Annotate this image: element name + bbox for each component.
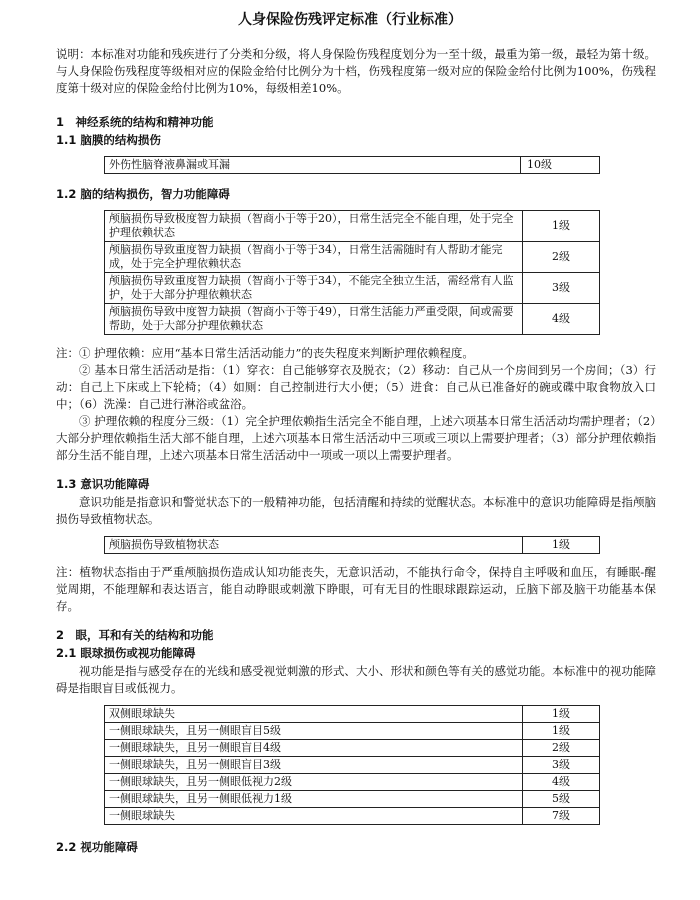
table-cell-grade: 5级 [523, 791, 600, 808]
table-row [105, 808, 600, 825]
table-row [105, 211, 600, 242]
table-2-1 [104, 705, 600, 825]
table-cell-grade: 3级 [523, 273, 600, 304]
note-1-2-a: 注：① 护理依赖：应用“基本日常生活活动能力”的丧失程度来判断护理依赖程度。 [56, 346, 474, 360]
table-1-3 [104, 536, 600, 554]
table-cell-desc: 颅脑损伤导致中度智力缺损（智商小于等于49），日常生活能力严重受限，间或需要帮助，处于大部分护理依赖状态 [105, 304, 523, 335]
table-row [105, 774, 600, 791]
table-cell-grade: 2级 [523, 740, 600, 757]
section-2-2-heading: 2.2 视功能障碍 [56, 840, 138, 854]
table-cell-desc: 一侧眼球缺失，且另一侧眼盲目4级 [105, 740, 523, 757]
table-row [105, 757, 600, 774]
table-cell-grade: 1级 [523, 211, 600, 242]
table-row [105, 791, 600, 808]
table-row [105, 273, 600, 304]
table-cell-desc: 一侧眼球缺失，且另一侧眼低视力1级 [105, 791, 523, 808]
section-1-2-heading: 1.2 脑的结构损伤，智力功能障碍 [56, 187, 230, 201]
table-cell-grade: 2级 [523, 242, 600, 273]
table-row [105, 242, 600, 273]
section-2-1-text: 视功能是指与感受存在的光线和感受视觉刺激的形式、大小、形状和颜色等有关的感觉功能。本标准中的视功能障碍是指眼盲目或低视力。 [56, 664, 656, 695]
table-cell-grade: 1级 [523, 706, 600, 723]
table-cell-desc: 一侧眼球缺失，且另一侧眼盲目3级 [105, 757, 523, 774]
note-1-3: 注：植物状态指由于严重颅脑损伤造成认知功能丧失，无意识活动，不能执行命令，保持自主呼吸和血压，有睡眠-醒觉周期，不能理解和表达语言，能自动睁眼或刺激下睁眼，可有无目的性眼球跟踪运动，丘脑下部及脑干功能基本保存。 [56, 565, 656, 613]
table-row [105, 537, 600, 554]
table-1-2 [104, 210, 600, 335]
section-2-1-heading: 2.1 眼球损伤或视功能障碍 [56, 646, 196, 660]
table-cell-desc: 颅脑损伤导致重度智力缺损（智商小于等于34），不能完全独立生活，需经常有人监护，处于大部分护理依赖状态 [105, 273, 523, 304]
table-row [105, 157, 600, 174]
note-1-2-c: ③ 护理依赖的程度分三级：（1）完全护理依赖指生活完全不能自理，上述六项基本日常生活活动均需护理者；（2）大部分护理依赖指生活大部不能自理，上述六项基本日常生活活动中三项或三项以上需要护理者；（3）部分护理依赖指部分生活不能自理，上述六项基本日常生活活动中一项或一项以上需要护理者。 [56, 414, 656, 462]
table-cell-grade: 4级 [523, 774, 600, 791]
table-cell-desc: 颅脑损伤导致极度智力缺损（智商小于等于20），日常生活完全不能自理，处于完全护理依赖状态 [105, 211, 523, 242]
section-1-3-heading: 1.3 意识功能障碍 [56, 477, 150, 491]
table-row [105, 740, 600, 757]
table-cell-desc: 一侧眼球缺失，且另一侧眼盲目5级 [105, 723, 523, 740]
table-cell-desc: 双侧眼球缺失 [105, 706, 523, 723]
section-1-heading: 1 神经系统的结构和精神功能 [56, 115, 214, 129]
table-cell-grade: 4级 [523, 304, 600, 335]
table-row [105, 304, 600, 335]
table-cell-grade: 1级 [523, 537, 600, 554]
table-cell-desc: 颅脑损伤导致重度智力缺损（智商小于等于34），日常生活需随时有人帮助才能完成，处于完全护理依赖状态 [105, 242, 523, 273]
table-row [105, 706, 600, 723]
table-cell-desc: 一侧眼球缺失，且另一侧眼低视力2级 [105, 774, 523, 791]
table-cell-desc: 外伤性脑脊液鼻漏或耳漏 [105, 157, 521, 174]
note-1-2-b: ② 基本日常生活活动是指：（1）穿衣：自己能够穿衣及脱衣；（2）移动：自己从一个房间到另一个房间；（3）行动：自己上下床或上下轮椅；（4）如厕：自己控制进行大小便；（5）进食：自己从已准备好的碗或碟中取食物放入口中；（6）洗澡：自己进行淋浴或盆浴。 [56, 363, 656, 411]
section-1-3-text: 意识功能是指意识和警觉状态下的一般精神功能，包括清醒和持续的觉醒状态。本标准中的意识功能障碍是指颅脑损伤导致植物状态。 [56, 495, 656, 526]
table-cell-grade: 10级 [521, 157, 600, 174]
section-1-1-heading: 1.1 脑膜的结构损伤 [56, 133, 161, 147]
table-cell-grade: 3级 [523, 757, 600, 774]
table-cell-desc: 颅脑损伤导致植物状态 [105, 537, 523, 554]
table-cell-grade: 1级 [523, 723, 600, 740]
table-cell-grade: 7级 [523, 808, 600, 825]
table-1-1 [104, 156, 600, 174]
intro-paragraph: 说明：本标准对功能和残疾进行了分类和分级，将人身保险伤残程度划分为一至十级，最重为第一级，最轻为第十级。与人身保险伤残程度等级相对应的保险金给付比例分为十档，伤残程度第一级对应的保险金给付比例为100%，伤残程度第十级对应的保险金给付比例为10%，每级相差10%。 [56, 47, 656, 95]
table-cell-desc: 一侧眼球缺失 [105, 808, 523, 825]
section-2-heading: 2 眼，耳和有关的结构和功能 [56, 628, 214, 642]
table-row [105, 723, 600, 740]
document-title: 人身保险伤残评定标准（行业标准） [238, 12, 462, 28]
